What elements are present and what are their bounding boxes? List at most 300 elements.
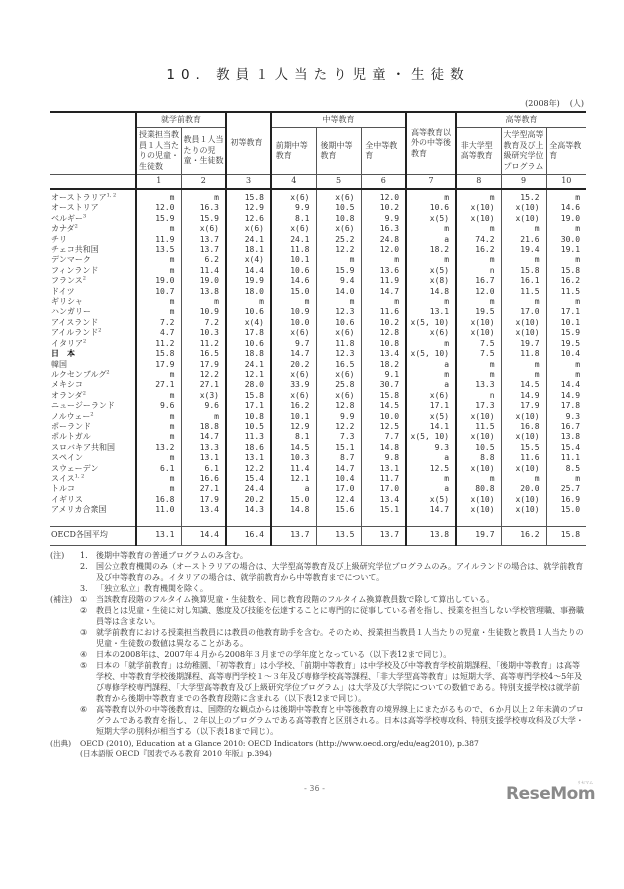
value-cell: 24.1	[226, 360, 271, 370]
value-cell: 15.2	[501, 189, 546, 203]
value-cell: 12.4	[316, 495, 361, 505]
value-cell: a	[406, 453, 456, 463]
value-cell: 13.5	[316, 526, 361, 545]
value-cell: 14.4	[181, 526, 226, 545]
value-cell: 24.4	[226, 484, 271, 494]
value-cell: 9.3	[406, 443, 456, 453]
value-cell: 18.2	[406, 245, 456, 255]
table-row	[50, 266, 586, 276]
value-cell: m	[546, 370, 586, 380]
value-cell: 13.5	[136, 245, 181, 255]
value-cell: 13.1	[181, 453, 226, 463]
value-cell: 8.8	[456, 453, 501, 463]
value-cell: 15.9	[136, 214, 181, 224]
value-cell: 15.8	[546, 526, 586, 545]
value-cell: 19.0	[546, 214, 586, 224]
footnote-marker: 2	[90, 411, 94, 417]
value-cell: x(6)	[316, 224, 361, 234]
value-cell: 13.7	[181, 245, 226, 255]
table-row	[50, 307, 586, 317]
value-cell: 11.0	[136, 505, 181, 515]
value-cell: m	[136, 266, 181, 276]
value-cell: 10.3	[271, 453, 316, 463]
value-cell: 15.8	[226, 189, 271, 203]
value-cell: 13.7	[181, 235, 226, 245]
value-cell: x(6)	[226, 224, 271, 234]
value-cell: m	[456, 297, 501, 307]
table-row	[50, 453, 586, 463]
value-cell: x(6)	[316, 391, 361, 401]
value-cell: 14.9	[501, 391, 546, 401]
value-cell: 19.0	[136, 276, 181, 286]
col-number: 8	[456, 175, 501, 190]
value-cell: 11.4	[181, 266, 226, 276]
note-number: ⑥	[80, 704, 88, 714]
value-cell: 6.1	[181, 464, 226, 474]
country-name: ルクセンブルグ$^2$	[50, 370, 136, 380]
value-cell: 10.6	[271, 266, 316, 276]
value-cell: 7.2	[181, 318, 226, 328]
value-cell: 9.9	[316, 412, 361, 422]
value-cell: m	[501, 360, 546, 370]
value-cell: n	[456, 266, 501, 276]
col-number: 6	[361, 175, 406, 190]
value-cell: 8.1	[271, 432, 316, 442]
page-number: - 36 -	[304, 783, 326, 793]
value-cell: 11.4	[271, 464, 316, 474]
note-number: ①	[80, 594, 88, 604]
value-cell: 10.4	[546, 349, 586, 359]
value-cell: 14.4	[226, 266, 271, 276]
value-cell: 12.0	[136, 203, 181, 213]
value-cell: 14.5	[361, 401, 406, 411]
value-cell: x(4)	[226, 255, 271, 265]
note-number: ③	[80, 627, 88, 637]
value-cell: 14.9	[546, 391, 586, 401]
value-cell: 9.3	[546, 412, 586, 422]
value-cell: x(10)	[501, 505, 546, 515]
value-cell: 14.7	[406, 505, 456, 515]
col-upper-secondary: 後期中等教育	[316, 128, 361, 175]
value-cell: x(10)	[501, 203, 546, 213]
value-cell: 20.2	[271, 360, 316, 370]
value-cell: m	[316, 297, 361, 307]
table-row	[50, 203, 586, 213]
col-primary: 初等教育	[226, 112, 271, 175]
value-cell: 15.0	[271, 287, 316, 297]
country-name: OECD各国平均	[50, 526, 136, 545]
footnote-marker: 2	[82, 390, 86, 397]
value-cell: 12.0	[361, 189, 406, 203]
note-item	[50, 561, 586, 583]
table-row	[50, 328, 586, 338]
table-row	[50, 224, 586, 234]
table-row	[50, 255, 586, 265]
average-row	[50, 526, 586, 545]
value-cell: 4.7	[136, 328, 181, 338]
note-text: 「独立私立」教育機関を除く。	[96, 583, 208, 593]
source-label: (出典)	[50, 738, 72, 748]
note-number: ⑤	[80, 660, 88, 670]
value-cell: 27.1	[136, 380, 181, 390]
value-cell: x(10)	[456, 495, 501, 505]
value-cell: 10.8	[361, 339, 406, 349]
value-cell: 11.8	[316, 339, 361, 349]
table-row	[50, 360, 586, 370]
value-cell: 25.7	[546, 484, 586, 494]
country-name: トルコ	[50, 484, 136, 494]
value-cell: 7.7	[361, 432, 406, 442]
country-name: スペイン	[50, 453, 136, 463]
value-cell: 15.8	[361, 391, 406, 401]
value-cell: x(6)	[406, 328, 456, 338]
country-name: ドイツ	[50, 287, 136, 297]
value-cell: 7.2	[136, 318, 181, 328]
value-cell: m	[406, 474, 456, 484]
value-cell: 16.3	[361, 224, 406, 234]
value-cell: m	[136, 422, 181, 432]
value-cell: 10.9	[271, 307, 316, 317]
value-cell: 17.0	[316, 484, 361, 494]
value-cell: 30.0	[546, 235, 586, 245]
value-cell: 30.7	[361, 380, 406, 390]
column-number-row	[50, 175, 586, 190]
country-name: 日本	[50, 349, 136, 359]
col-lower-secondary: 前期中等教育	[271, 128, 316, 175]
value-cell: x(6)	[181, 224, 226, 234]
value-cell: m	[136, 391, 181, 401]
value-cell: m	[546, 189, 586, 203]
value-cell: 12.3	[316, 307, 361, 317]
value-cell: 10.2	[361, 203, 406, 213]
value-cell: 15.9	[316, 266, 361, 276]
value-cell: x(6)	[316, 189, 361, 203]
value-cell: 16.8	[501, 422, 546, 432]
value-cell: m	[136, 432, 181, 442]
country-name: 韓国	[50, 360, 136, 370]
value-cell: 15.9	[546, 328, 586, 338]
col-number: 7	[406, 175, 456, 190]
col-preschool-class-teacher: 授業担当教員１人当たりの児童・生徒数	[136, 128, 181, 175]
value-cell: m	[406, 189, 456, 203]
col-university-tertiary: 大学型高等教育及び上級研究学位プログラム	[501, 128, 546, 175]
table-row	[50, 318, 586, 328]
value-cell: 14.7	[181, 432, 226, 442]
value-cell: 14.7	[316, 464, 361, 474]
value-cell: 10.5	[456, 443, 501, 453]
value-cell: x(3)	[181, 391, 226, 401]
value-cell: m	[361, 297, 406, 307]
value-cell: 16.7	[546, 422, 586, 432]
source-line-1: OECD (2010), Education at a Glance 2010: OECD Indicators (http://www.oecd.org/edu/eag2010), p.387	[80, 738, 479, 748]
country-name: ベルギー$^3$	[50, 214, 136, 224]
value-cell: 15.9	[181, 214, 226, 224]
value-cell: x(6)	[406, 391, 456, 401]
value-cell: 12.5	[406, 464, 456, 474]
value-cell: 13.4	[181, 505, 226, 515]
value-cell: 19.0	[181, 276, 226, 286]
notes-section	[50, 550, 586, 760]
col-all-tertiary: 全高等教育	[546, 128, 586, 175]
value-cell: m	[456, 189, 501, 203]
table-body	[50, 189, 586, 545]
note-text: 当該教育段階のフルタイム換算児童・生徒数を、同じ教育段階のフルタイム換算教員数で除して算出している。	[96, 594, 495, 604]
note-item	[50, 660, 586, 704]
table-row	[50, 443, 586, 453]
value-cell: 10.5	[316, 203, 361, 213]
note-item	[50, 649, 586, 660]
value-cell: 16.1	[501, 276, 546, 286]
value-cell: 12.2	[181, 370, 226, 380]
value-cell: 10.6	[406, 203, 456, 213]
value-cell: m	[136, 484, 181, 494]
value-cell: 18.0	[226, 287, 271, 297]
value-cell: m	[136, 412, 181, 422]
value-cell: 17.9	[181, 495, 226, 505]
value-cell: 10.8	[226, 412, 271, 422]
value-cell: 15.8	[226, 391, 271, 401]
value-cell: 19.5	[546, 339, 586, 349]
value-cell: 24.1	[226, 235, 271, 245]
note-number: 3.	[80, 583, 88, 593]
value-cell: m	[361, 255, 406, 265]
group-tertiary: 高等教育	[456, 112, 586, 128]
value-cell: 13.6	[361, 266, 406, 276]
value-cell: 14.5	[271, 443, 316, 453]
value-cell: x(10)	[501, 412, 546, 422]
note-text: 日本の2008年は、2007年４月から2008年３月までの学年度となっている（以下表12まで同じ）。	[96, 649, 452, 659]
col-number: 4	[271, 175, 316, 190]
country-name: フィンランド	[50, 266, 136, 276]
value-cell: x(10)	[456, 203, 501, 213]
value-cell: m	[406, 370, 456, 380]
value-cell: 17.8	[226, 328, 271, 338]
value-cell: 16.7	[456, 276, 501, 286]
value-cell: 14.6	[271, 276, 316, 286]
value-cell: x(10)	[501, 495, 546, 505]
year-label: (2008年)	[525, 99, 560, 108]
value-cell: 11.6	[501, 453, 546, 463]
country-name: オーストラリア$^{1, 2}$	[50, 189, 136, 203]
value-cell: 8.1	[271, 214, 316, 224]
value-cell: 24.8	[361, 235, 406, 245]
value-cell: 14.5	[501, 380, 546, 390]
value-cell: 11.7	[361, 474, 406, 484]
corner-cell	[50, 112, 136, 175]
col-number: 2	[181, 175, 226, 190]
value-cell: 13.3	[181, 443, 226, 453]
value-cell: 7.3	[316, 432, 361, 442]
value-cell: 13.8	[406, 526, 456, 545]
value-cell: 14.8	[406, 287, 456, 297]
value-cell: 15.4	[546, 443, 586, 453]
value-cell: 18.8	[226, 349, 271, 359]
value-cell: 16.9	[546, 495, 586, 505]
value-cell: 12.3	[316, 349, 361, 359]
value-cell: 11.8	[501, 349, 546, 359]
value-cell: m	[501, 255, 546, 265]
value-cell: 9.9	[361, 214, 406, 224]
footnote-marker: 1, 2	[106, 192, 117, 199]
note-number: ②	[80, 605, 88, 615]
value-cell: 16.2	[271, 401, 316, 411]
value-cell: 19.5	[456, 307, 501, 317]
table-row	[50, 189, 586, 203]
value-cell: 28.0	[226, 380, 271, 390]
footnote-marker: 2	[82, 276, 86, 282]
footnote-marker: 2	[98, 328, 102, 334]
value-cell: 9.1	[361, 370, 406, 380]
value-cell: 12.0	[361, 245, 406, 255]
value-cell: 13.7	[271, 526, 316, 545]
col-number: 10	[546, 175, 586, 190]
value-cell: x(6)	[271, 370, 316, 380]
value-cell: 16.5	[181, 349, 226, 359]
value-cell: 9.8	[361, 453, 406, 463]
value-cell: 15.0	[546, 505, 586, 515]
value-cell: x(8)	[406, 276, 456, 286]
value-cell: 10.0	[361, 412, 406, 422]
value-cell: 14.8	[361, 443, 406, 453]
value-cell: 14.7	[271, 349, 316, 359]
value-cell: m	[136, 297, 181, 307]
value-cell: 10.1	[546, 318, 586, 328]
value-cell: 15.1	[316, 443, 361, 453]
table-row	[50, 214, 586, 224]
value-cell: x(5)	[406, 412, 456, 422]
value-cell: m	[456, 360, 501, 370]
table-row	[50, 505, 586, 515]
value-cell: 7.5	[456, 349, 501, 359]
table-row	[50, 422, 586, 432]
value-cell: 14.3	[226, 505, 271, 515]
group-secondary: 中等教育	[271, 112, 406, 128]
value-cell: 6.2	[181, 255, 226, 265]
table-row	[50, 391, 586, 401]
value-cell: 11.9	[136, 235, 181, 245]
value-cell: 14.8	[271, 505, 316, 515]
value-cell: x(6)	[271, 189, 316, 203]
value-cell: a	[406, 380, 456, 390]
value-cell: x(5, 10)	[406, 349, 456, 359]
value-cell: 10.3	[181, 328, 226, 338]
country-name: ポーランド	[50, 422, 136, 432]
value-cell: 19.4	[501, 245, 546, 255]
table-row	[50, 484, 586, 494]
value-cell: m	[406, 255, 456, 265]
value-cell: 18.8	[181, 422, 226, 432]
value-cell: x(10)	[456, 318, 501, 328]
value-cell: 11.3	[226, 432, 271, 442]
value-cell: x(10)	[456, 214, 501, 224]
note-number: 2.	[80, 561, 88, 571]
col-preschool-teacher: 教員１人当たりの児童・生徒数	[181, 128, 226, 175]
value-cell: 16.2	[546, 276, 586, 286]
table-row	[50, 297, 586, 307]
value-cell: 12.2	[316, 245, 361, 255]
value-cell: m	[546, 255, 586, 265]
table-row	[50, 401, 586, 411]
value-cell: m	[546, 224, 586, 234]
value-cell: 24.1	[271, 235, 316, 245]
value-cell: 15.8	[546, 266, 586, 276]
value-cell: m	[136, 474, 181, 484]
value-cell: m	[136, 453, 181, 463]
value-cell: 15.8	[501, 266, 546, 276]
value-cell: 12.8	[316, 401, 361, 411]
value-cell: 12.1	[271, 474, 316, 484]
value-cell: 12.6	[226, 214, 271, 224]
value-cell: x(4)	[226, 318, 271, 328]
table-header	[50, 112, 586, 189]
value-cell: 10.2	[361, 318, 406, 328]
table-row	[50, 245, 586, 255]
footnote-marker: 2	[83, 338, 87, 345]
value-cell: 12.8	[361, 328, 406, 338]
col-number: 9	[501, 175, 546, 190]
country-name: ギリシャ	[50, 297, 136, 307]
value-cell: 14.1	[406, 422, 456, 432]
value-cell: x(6)	[316, 370, 361, 380]
value-cell: 19.7	[456, 526, 501, 545]
value-cell: n	[456, 391, 501, 401]
value-cell: 13.7	[361, 526, 406, 545]
resemom-logo	[506, 779, 596, 804]
value-cell: 16.8	[136, 495, 181, 505]
source-line-2: (日本語版 OECD『図表でみる教育 2010 年版』p.394)	[80, 749, 272, 759]
value-cell: 33.9	[271, 380, 316, 390]
value-cell: 74.2	[456, 235, 501, 245]
value-cell: 12.9	[226, 203, 271, 213]
col-all-secondary: 全中等教育	[361, 128, 406, 175]
value-cell: a	[406, 235, 456, 245]
value-cell: m	[546, 297, 586, 307]
value-cell: 17.1	[406, 401, 456, 411]
country-name: デンマーク	[50, 255, 136, 265]
country-name: カナダ$^2$	[50, 224, 136, 234]
value-cell: 25.2	[316, 235, 361, 245]
value-cell: 27.1	[181, 380, 226, 390]
note-label: (注)	[50, 550, 65, 560]
value-cell: 10.7	[136, 287, 181, 297]
value-cell: 14.0	[316, 287, 361, 297]
value-cell: 11.2	[181, 339, 226, 349]
value-cell: x(5, 10)	[406, 432, 456, 442]
value-cell: 17.3	[456, 401, 501, 411]
value-cell: m	[136, 189, 181, 203]
country-name: オランダ$^2$	[50, 391, 136, 401]
value-cell: m	[501, 297, 546, 307]
value-cell: 25.8	[316, 380, 361, 390]
value-cell: 15.8	[136, 349, 181, 359]
value-cell: 19.9	[226, 276, 271, 286]
source-citation	[50, 739, 586, 760]
value-cell: 17.0	[361, 484, 406, 494]
value-cell: a	[406, 360, 456, 370]
value-cell: x(10)	[501, 318, 546, 328]
value-cell: 10.1	[271, 255, 316, 265]
country-name: スウェーデン	[50, 464, 136, 474]
value-cell: m	[406, 224, 456, 234]
footnote-marker: 3	[83, 213, 87, 220]
value-cell: 17.9	[501, 401, 546, 411]
value-cell: 13.4	[361, 495, 406, 505]
value-cell: 17.1	[546, 307, 586, 317]
value-cell: m	[181, 412, 226, 422]
value-cell: 12.5	[361, 422, 406, 432]
value-cell: x(5)	[406, 495, 456, 505]
value-cell: 16.5	[316, 360, 361, 370]
